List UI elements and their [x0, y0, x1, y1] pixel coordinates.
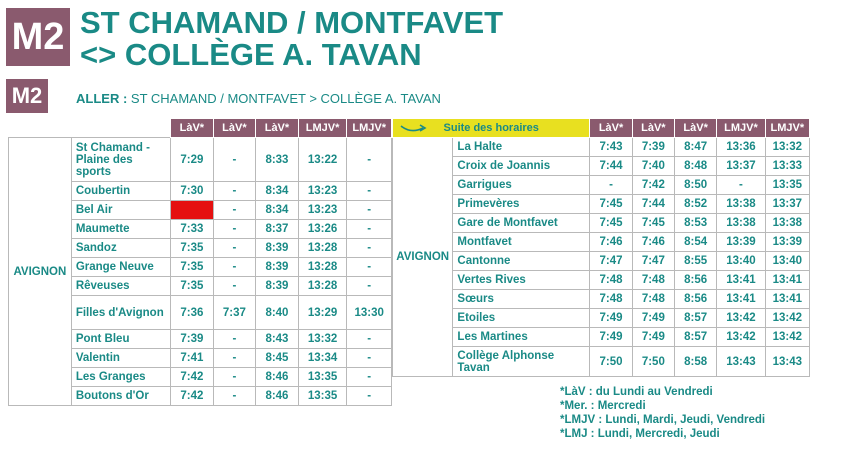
- time-cell: -: [347, 239, 392, 258]
- time-cell: 13:29: [298, 296, 347, 330]
- time-cell: 8:56: [675, 290, 717, 309]
- line-badge-large: M2: [6, 8, 70, 66]
- header-spacer: [9, 119, 72, 138]
- time-cell: 8:48: [675, 157, 717, 176]
- footnote: *Mer. : Mercredi: [560, 400, 646, 412]
- header-spacer: [71, 119, 170, 138]
- time-cell: 8:40: [256, 296, 299, 330]
- stop-name: Les Martines: [453, 328, 590, 347]
- time-cell: 7:46: [632, 233, 674, 252]
- stop-name: Cantonne: [453, 252, 590, 271]
- table-row: [393, 290, 810, 309]
- time-cell: 13:28: [298, 277, 347, 296]
- column-header: LMJV*: [347, 119, 392, 138]
- time-cell: 8:50: [675, 176, 717, 195]
- table-row: [393, 157, 810, 176]
- direction-heading: [76, 91, 441, 106]
- time-cell: -: [347, 138, 392, 182]
- time-cell: 7:30: [171, 182, 214, 201]
- time-cell: 13:35: [765, 176, 809, 195]
- time-cell: 8:46: [256, 368, 299, 387]
- continue-label: Suite des horaires: [443, 122, 539, 134]
- stop-name: Collège Alphonse Tavan: [453, 347, 590, 377]
- time-cell: 7:39: [171, 330, 214, 349]
- time-cell: 13:32: [765, 138, 809, 157]
- time-cell: 7:42: [171, 368, 214, 387]
- time-cell: 7:49: [590, 309, 632, 328]
- time-cell: 13:38: [717, 195, 765, 214]
- time-cell: 13:42: [717, 328, 765, 347]
- table-row: [9, 138, 392, 182]
- time-cell: 7:42: [632, 176, 674, 195]
- time-cell: 8:54: [675, 233, 717, 252]
- time-cell: 8:37: [256, 220, 299, 239]
- continue-banner: [393, 119, 590, 138]
- time-cell: 7:45: [590, 214, 632, 233]
- time-cell: 8:33: [256, 138, 299, 182]
- stop-name: Boutons d'Or: [71, 387, 170, 406]
- time-cell: 13:23: [298, 201, 347, 220]
- time-cell: -: [213, 349, 256, 368]
- time-cell: 13:42: [765, 309, 809, 328]
- time-cell: 7:49: [632, 328, 674, 347]
- stop-name: Les Granges: [71, 368, 170, 387]
- time-cell: -: [347, 182, 392, 201]
- time-cell: 7:40: [632, 157, 674, 176]
- line-badge-small: M2: [6, 79, 48, 113]
- time-cell: 13:30: [347, 296, 392, 330]
- stop-name: Sœurs: [453, 290, 590, 309]
- stop-name: Bel Air: [71, 201, 170, 220]
- time-cell: 13:35: [298, 387, 347, 406]
- time-cell: 7:39: [632, 138, 674, 157]
- time-cell: 7:50: [590, 347, 632, 377]
- time-cell: 7:48: [590, 290, 632, 309]
- column-header: LàV*: [256, 119, 299, 138]
- stop-name: Montfavet: [453, 233, 590, 252]
- time-cell: -: [347, 330, 392, 349]
- table-row: [393, 195, 810, 214]
- time-cell: 7:45: [590, 195, 632, 214]
- time-cell: -: [347, 277, 392, 296]
- city-label: AVIGNON: [9, 138, 72, 406]
- stop-name: Maumette: [71, 220, 170, 239]
- time-cell: -: [213, 201, 256, 220]
- time-cell: 8:55: [675, 252, 717, 271]
- column-header: LàV*: [675, 119, 717, 138]
- time-cell: -: [347, 201, 392, 220]
- time-cell: 13:35: [298, 368, 347, 387]
- stop-name: Primevères: [453, 195, 590, 214]
- column-header: LMJV*: [298, 119, 347, 138]
- stop-name: Pont Bleu: [71, 330, 170, 349]
- time-cell: 8:47: [675, 138, 717, 157]
- time-cell: -: [213, 182, 256, 201]
- stop-name: Sandoz: [71, 239, 170, 258]
- table-row: [393, 271, 810, 290]
- time-cell: -: [590, 176, 632, 195]
- timetable-left: [8, 118, 392, 406]
- time-cell: -: [213, 220, 256, 239]
- time-cell: 13:28: [298, 258, 347, 277]
- timetable-right: [392, 118, 810, 377]
- time-cell: 7:29: [171, 138, 214, 182]
- time-cell: 8:52: [675, 195, 717, 214]
- time-cell: -: [347, 349, 392, 368]
- time-cell: 8:46: [256, 387, 299, 406]
- city-label: AVIGNON: [393, 138, 453, 377]
- column-header: LMJV*: [765, 119, 809, 138]
- time-cell: 7:49: [590, 328, 632, 347]
- time-cell: 13:23: [298, 182, 347, 201]
- time-cell: 8:39: [256, 277, 299, 296]
- time-cell: -: [347, 368, 392, 387]
- time-cell: 13:33: [765, 157, 809, 176]
- time-cell: 7:43: [590, 138, 632, 157]
- table-row: [393, 176, 810, 195]
- stop-name: La Halte: [453, 138, 590, 157]
- time-cell: 8:39: [256, 239, 299, 258]
- time-cell: -: [213, 330, 256, 349]
- time-cell: 7:48: [590, 271, 632, 290]
- time-cell: 13:40: [765, 252, 809, 271]
- column-header: LàV*: [632, 119, 674, 138]
- time-cell: 8:53: [675, 214, 717, 233]
- time-cell: 7:41: [171, 349, 214, 368]
- time-cell: 13:37: [765, 195, 809, 214]
- time-cell: 7:47: [632, 252, 674, 271]
- column-header: LàV*: [213, 119, 256, 138]
- table-row: [393, 328, 810, 347]
- time-cell: 7:36: [171, 296, 214, 330]
- time-cell: 13:28: [298, 239, 347, 258]
- time-cell: 8:39: [256, 258, 299, 277]
- direction-text: ST CHAMAND / MONTFAVET > COLLÈGE A. TAVAN: [130, 91, 441, 106]
- page-title-line2: <> COLLÈGE A. TAVAN: [80, 37, 422, 72]
- footnote: *LMJV : Lundi, Mardi, Jeudi, Vendredi: [560, 414, 766, 426]
- time-cell: -: [213, 368, 256, 387]
- time-cell: 13:43: [717, 347, 765, 377]
- curved-arrow-icon: [399, 122, 429, 134]
- table-row: [393, 214, 810, 233]
- time-cell: 7:48: [632, 290, 674, 309]
- stop-name: Rêveuses: [71, 277, 170, 296]
- stop-name: Valentin: [71, 349, 170, 368]
- time-cell: 8:34: [256, 201, 299, 220]
- time-cell: [171, 201, 214, 220]
- time-cell: 8:57: [675, 309, 717, 328]
- time-cell: 7:42: [171, 387, 214, 406]
- time-cell: 7:33: [171, 220, 214, 239]
- time-cell: -: [717, 176, 765, 195]
- time-cell: 13:42: [717, 309, 765, 328]
- time-cell: 7:44: [632, 195, 674, 214]
- stop-name: Grange Neuve: [71, 258, 170, 277]
- time-cell: 13:38: [765, 214, 809, 233]
- table-row: [393, 347, 810, 377]
- time-cell: -: [347, 387, 392, 406]
- time-cell: 13:37: [717, 157, 765, 176]
- table-row: [393, 309, 810, 328]
- time-cell: 8:56: [675, 271, 717, 290]
- footnote: *LàV : du Lundi au Vendredi: [560, 386, 713, 398]
- time-cell: 8:45: [256, 349, 299, 368]
- time-cell: 7:50: [632, 347, 674, 377]
- time-cell: 8:43: [256, 330, 299, 349]
- timetable-right-header: [393, 119, 810, 138]
- time-cell: 7:48: [632, 271, 674, 290]
- time-cell: -: [213, 277, 256, 296]
- time-cell: 13:39: [717, 233, 765, 252]
- time-cell: 13:36: [717, 138, 765, 157]
- time-cell: -: [213, 258, 256, 277]
- time-cell: 7:46: [590, 233, 632, 252]
- time-cell: 7:47: [590, 252, 632, 271]
- stop-name: Garrigues: [453, 176, 590, 195]
- time-cell: 13:43: [765, 347, 809, 377]
- time-cell: 13:41: [717, 271, 765, 290]
- time-cell: 13:38: [717, 214, 765, 233]
- time-cell: 13:41: [765, 271, 809, 290]
- time-cell: 7:45: [632, 214, 674, 233]
- column-header: LàV*: [590, 119, 632, 138]
- table-row: [393, 233, 810, 252]
- time-cell: 7:37: [213, 296, 256, 330]
- time-cell: 7:35: [171, 258, 214, 277]
- time-cell: 8:34: [256, 182, 299, 201]
- time-cell: 13:39: [765, 233, 809, 252]
- stop-name: St Chamand - Plaine des sports: [71, 138, 170, 182]
- time-cell: 7:35: [171, 277, 214, 296]
- time-cell: 13:26: [298, 220, 347, 239]
- time-cell: -: [347, 220, 392, 239]
- time-cell: 7:35: [171, 239, 214, 258]
- time-cell: 13:41: [717, 290, 765, 309]
- footnotes: [560, 385, 765, 441]
- time-cell: 13:42: [765, 328, 809, 347]
- footnote: *LMJ : Lundi, Mercredi, Jeudi: [560, 428, 720, 440]
- table-row: [393, 252, 810, 271]
- table-row: [393, 138, 810, 157]
- stop-name: Filles d'Avignon: [71, 296, 170, 330]
- time-cell: 13:41: [765, 290, 809, 309]
- time-cell: -: [347, 258, 392, 277]
- time-cell: 8:58: [675, 347, 717, 377]
- time-cell: -: [213, 239, 256, 258]
- time-cell: -: [213, 138, 256, 182]
- time-cell: 13:22: [298, 138, 347, 182]
- direction-label: ALLER :: [76, 91, 128, 106]
- time-cell: 7:49: [632, 309, 674, 328]
- time-cell: -: [213, 387, 256, 406]
- stop-name: Gare de Montfavet: [453, 214, 590, 233]
- stop-name: Coubertin: [71, 182, 170, 201]
- column-header: LMJV*: [717, 119, 765, 138]
- timetable-left-header: [9, 119, 392, 138]
- stop-name: Vertes Rives: [453, 271, 590, 290]
- time-cell: 13:40: [717, 252, 765, 271]
- stop-name: Croix de Joannis: [453, 157, 590, 176]
- time-cell: 8:57: [675, 328, 717, 347]
- time-cell: 13:32: [298, 330, 347, 349]
- page-title-line1: ST CHAMAND / MONTFAVET: [80, 5, 504, 40]
- column-header: LàV*: [171, 119, 214, 138]
- time-cell: 13:34: [298, 349, 347, 368]
- time-cell: 7:44: [590, 157, 632, 176]
- stop-name: Etoiles: [453, 309, 590, 328]
